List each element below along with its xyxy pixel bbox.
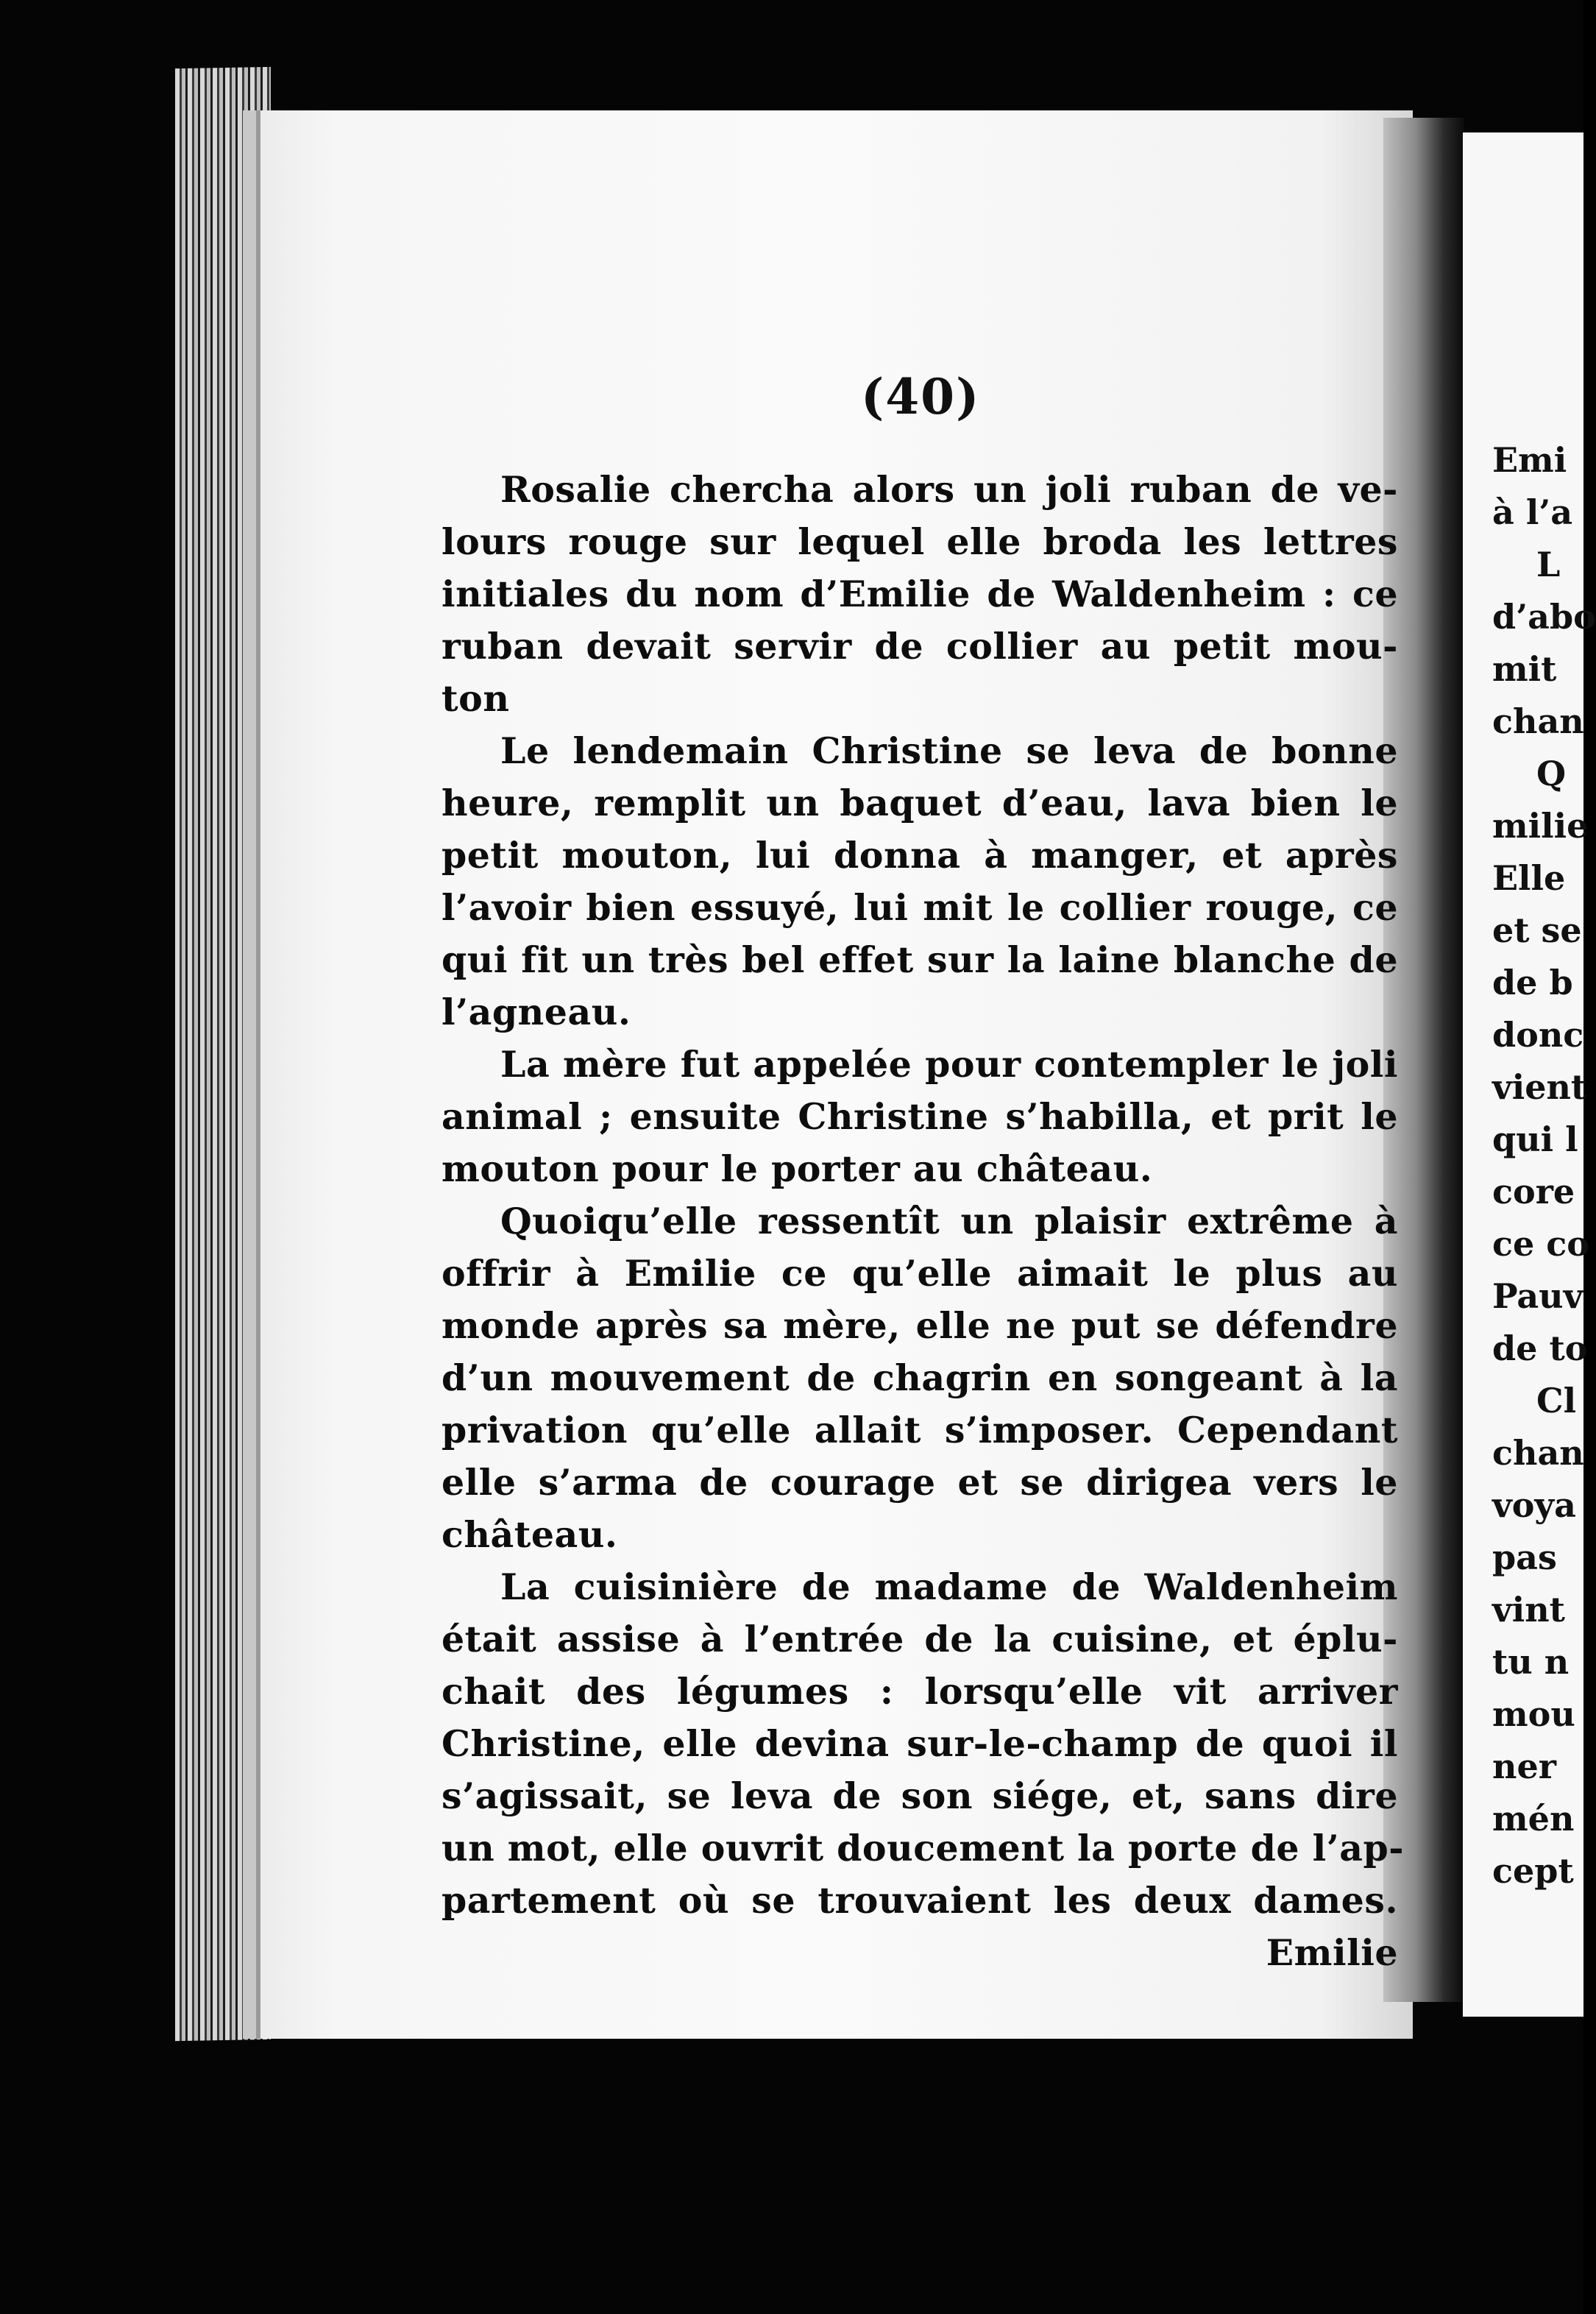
facing-text-line: de to <box>1492 1328 1588 1368</box>
text-line: partement où se trouvaient les deux dames. <box>441 1879 1398 1922</box>
text-line: mouton pour le porter au château. <box>441 1147 1153 1190</box>
text-line: chait des légumes : lorsqu’elle vit arriver <box>441 1670 1398 1713</box>
facing-text-line: qui l <box>1492 1119 1578 1159</box>
facing-text-line: pas <box>1492 1538 1557 1577</box>
facing-page-text <box>1492 434 1596 1897</box>
text-line: heure, remplit un baquet d’eau, lava bien le <box>441 782 1398 824</box>
facing-text-line: cept <box>1492 1851 1574 1891</box>
text-line: Rosalie chercha alors un joli ruban de ve- <box>500 468 1398 511</box>
text-line: un mot, elle ouvrit doucement la porte de l’ap- <box>441 1827 1405 1869</box>
facing-text-line: vient <box>1492 1067 1587 1107</box>
body-text <box>441 464 1405 1979</box>
facing-text-line: chan <box>1492 1433 1584 1473</box>
facing-text-line: chan <box>1492 701 1584 741</box>
text-line: privation qu’elle allait s’imposer. Cependant <box>441 1409 1398 1451</box>
facing-text-line: ce co <box>1492 1224 1589 1264</box>
text-line: ton <box>441 677 510 720</box>
text-line: l’avoir bien essuyé, lui mit le collier rouge, ce <box>441 886 1398 929</box>
text-line: initiales du nom d’Emilie de Waldenheim : ce <box>441 573 1398 615</box>
facing-text-line: L <box>1536 545 1561 584</box>
text-line: La mère fut appelée pour contempler le joli <box>500 1043 1398 1086</box>
facing-text-line: vint <box>1492 1590 1565 1630</box>
page-number: (40) <box>861 368 981 425</box>
facing-text-line: mou <box>1492 1694 1575 1734</box>
text-line: animal ; ensuite Christine s’habilla, et prit le <box>441 1095 1398 1138</box>
text-line: elle s’arma de courage et se dirigea vers le <box>441 1461 1398 1504</box>
facing-text-line: mit <box>1492 649 1557 689</box>
text-line: s’agissait, se leva de son siége, et, sans dire <box>441 1775 1398 1817</box>
facing-text-line: d’abo <box>1492 597 1596 637</box>
text-line: petit mouton, lui donna à manger, et après <box>441 834 1398 877</box>
facing-text-line: à l’a <box>1492 492 1573 532</box>
text-line: Christine, elle devina sur-le-champ de quoi il <box>441 1722 1398 1765</box>
facing-text-line: Pauv <box>1492 1276 1583 1316</box>
text-line: château. <box>441 1513 618 1556</box>
text-line: ruban devait servir de collier au petit mou- <box>441 625 1398 668</box>
text-line: Le lendemain Christine se leva de bonne <box>500 729 1398 772</box>
catchword: Emilie <box>1266 1931 1398 1974</box>
facing-text-line: donc <box>1492 1015 1584 1055</box>
facing-text-line: core <box>1492 1172 1575 1211</box>
facing-text-line: Elle <box>1492 858 1566 898</box>
text-line: Quoiqu’elle ressentît un plaisir extrême à <box>500 1200 1398 1242</box>
text-line: était assise à l’entrée de la cuisine, et éplu- <box>441 1618 1398 1660</box>
text-line: La cuisinière de madame de Waldenheim <box>500 1565 1398 1608</box>
text-line: lours rouge sur lequel elle broda les lettres <box>441 520 1398 563</box>
facing-text-line: milie <box>1492 806 1589 846</box>
facing-text-line: ner <box>1492 1747 1556 1786</box>
facing-text-line: Cl <box>1536 1381 1577 1420</box>
text-line: qui fit un très bel effet sur la laine blanche de <box>441 938 1398 981</box>
facing-text-line: Emi <box>1492 440 1567 480</box>
facing-text-line: mén <box>1492 1799 1575 1839</box>
text-line: offrir à Emilie ce qu’elle aimait le plus au <box>441 1252 1398 1295</box>
facing-text-line: et se <box>1492 910 1582 950</box>
facing-text-line: de b <box>1492 963 1573 1002</box>
text-line: l’agneau. <box>441 991 631 1033</box>
facing-text-line: Q <box>1536 754 1567 793</box>
text-line: monde après sa mère, elle ne put se défendre <box>441 1304 1398 1347</box>
facing-text-line: voya <box>1492 1485 1576 1525</box>
text-line: d’un mouvement de chagrin en songeant à la <box>441 1356 1398 1399</box>
facing-text-line: tu n <box>1492 1642 1570 1682</box>
